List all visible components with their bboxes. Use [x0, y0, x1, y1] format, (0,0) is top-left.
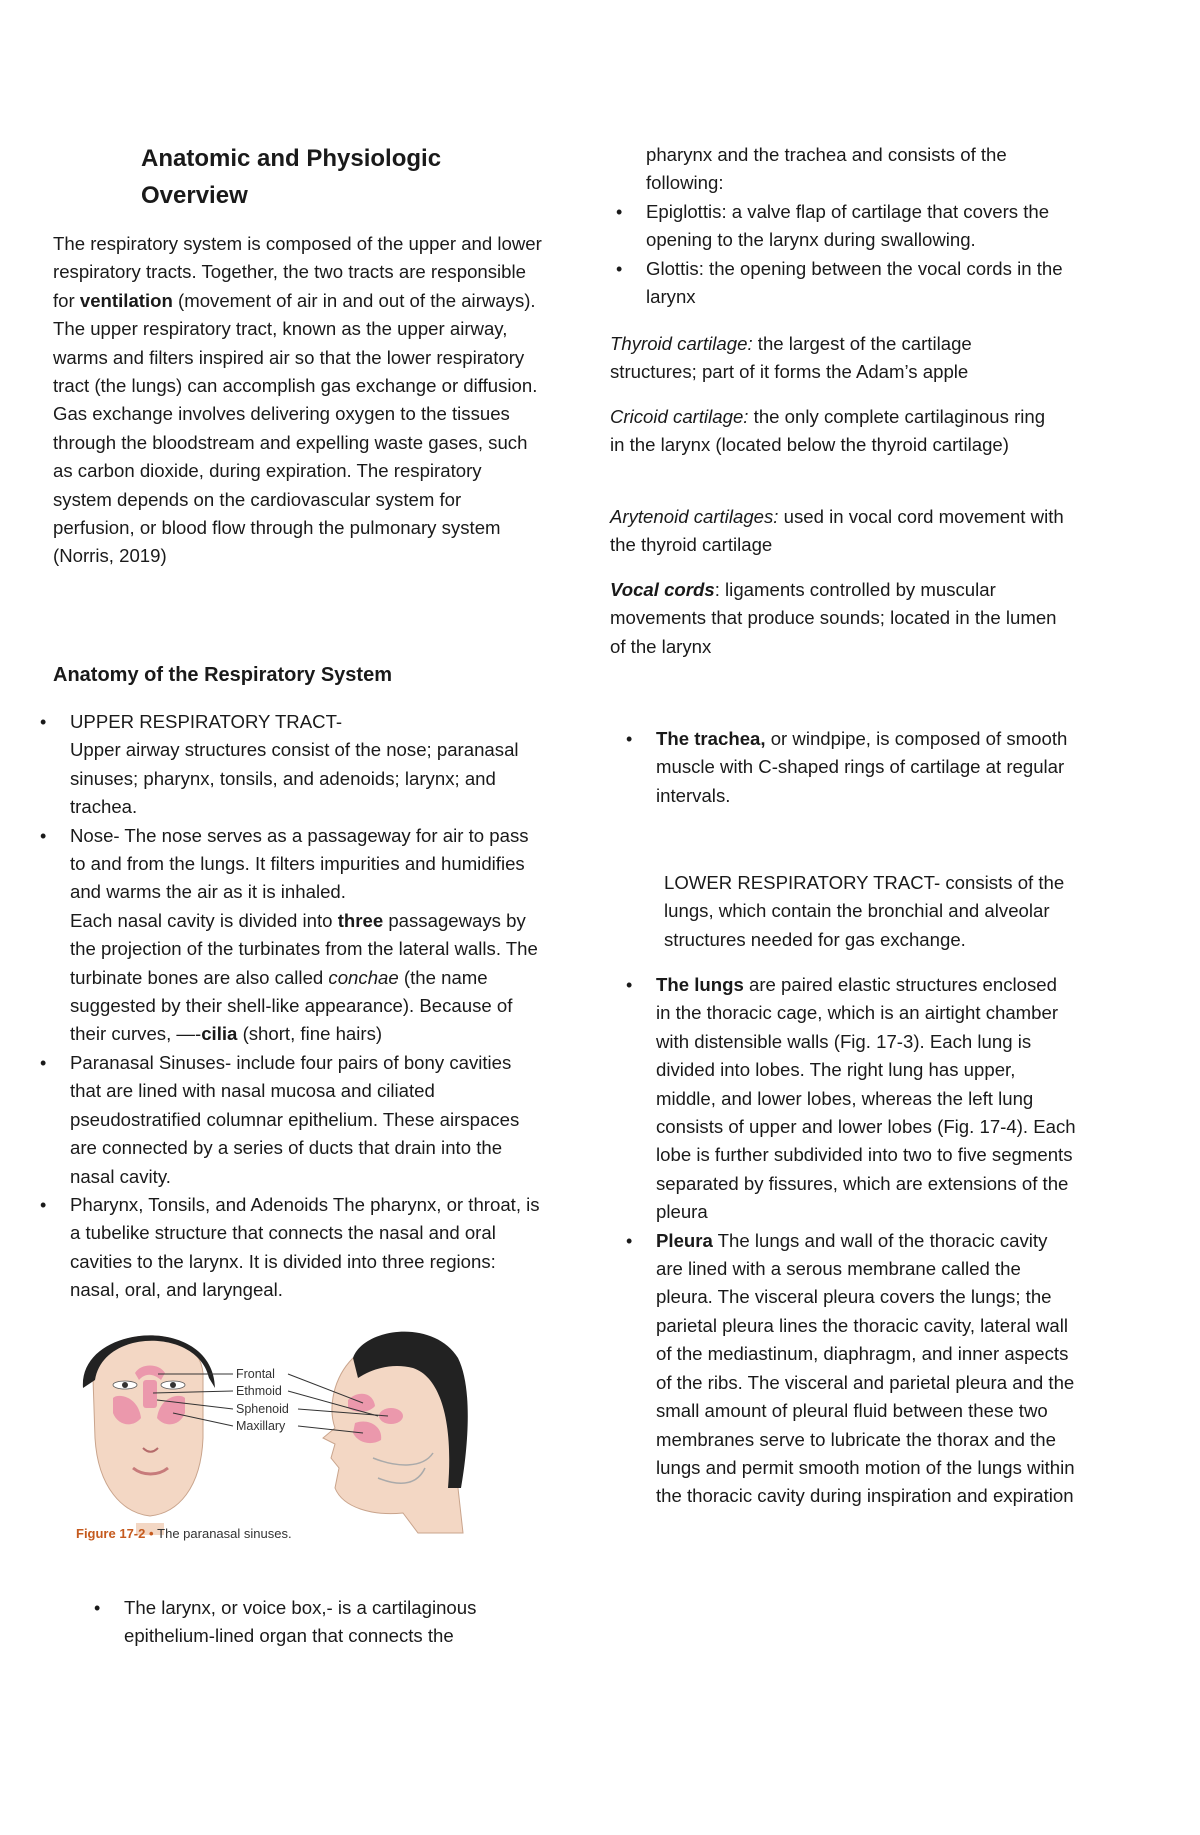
- label-ethmoid: Ethmoid: [236, 1384, 282, 1398]
- cricoid-text: the only complete cartilaginous ring in the larynx (located below the thyroid cartilage): [610, 406, 1046, 456]
- label-frontal: Frontal: [236, 1367, 275, 1381]
- thyroid-paragraph: [610, 330, 1060, 387]
- list-item-nose: [70, 822, 545, 1049]
- label-maxillary: Maxillary: [236, 1419, 286, 1433]
- list-item-larynx: • The larynx, or voice box,- is a cartilaginous epithelium-lined organ that connects the: [124, 1594, 524, 1651]
- upper-tract-title: • UPPER RESPIRATORY TRACT-: [70, 711, 343, 732]
- label-sphenoid: Sphenoid: [236, 1402, 289, 1416]
- upper-tract-list: [70, 708, 545, 1305]
- upper-tract-text: Upper airway structures consist of the nose; paranasal sinuses; pharynx, tonsils, and adenoids; larynx; and trachea.: [70, 739, 519, 818]
- arytenoid-text: used in vocal cord movement with the thyroid cartilage: [610, 506, 1064, 556]
- list-item-trachea: [656, 725, 1086, 810]
- nose-text-b: [70, 907, 545, 1049]
- nose-text-a: • Nose- The nose serves as a passageway for air to pass to and from the lungs. It filters impurities and humidifies and warms the air as it is inhaled.: [70, 824, 529, 903]
- ventilation-term: ventilation: [79, 289, 173, 311]
- lower-tract-list: [656, 971, 1076, 1511]
- nose-cilia: cilia: [201, 1023, 238, 1045]
- arytenoid-term: Arytenoid cartilages:: [610, 506, 779, 527]
- section-title: [141, 140, 561, 214]
- list-item-epiglottis: • Epiglottis: a valve flap of cartilage that covers the opening to the larynx during swallowing.: [646, 198, 1096, 255]
- figure-number: Figure 17-2 •: [76, 1526, 154, 1541]
- pleura-term: Pleura: [656, 1229, 713, 1251]
- vocal-cords-paragraph: [610, 576, 1060, 661]
- trachea-term: The trachea,: [656, 728, 766, 749]
- title-line-1: Anatomic and Physiologic: [141, 145, 442, 172]
- list-item-glottis: • Glottis: the opening between the vocal cords in the larynx: [646, 255, 1096, 312]
- paranasal-sinuses-figure: [73, 1318, 473, 1538]
- trachea-text: or windpipe, is composed of smooth muscle with C-shaped rings of cartilage at regular intervals.: [656, 728, 1068, 806]
- list-item-lungs: [656, 971, 1076, 1227]
- larynx-list: [124, 1594, 524, 1651]
- vocal-cords-term: Vocal cords: [610, 579, 715, 600]
- sinuses-illustration: [73, 1318, 473, 1538]
- vocal-cords-text: : ligaments controlled by muscular movements that produce sounds; located in the lumen of the larynx: [610, 579, 1057, 657]
- larynx-parts-list: [646, 198, 1096, 312]
- thyroid-text: the largest of the cartilage structures; part of it forms the Adam’s apple: [610, 333, 972, 383]
- nose-b1: Each nasal cavity is divided into: [70, 909, 338, 931]
- figure-caption-text: The paranasal sinuses.: [157, 1526, 292, 1541]
- figure-caption: [76, 1526, 292, 1541]
- list-item-upper-tract: [70, 708, 545, 822]
- pleura-text: The lungs and wall of the thoracic cavity are lined with a serous membrane called the pleura. The visceral pleura covers the lungs; the parietal pleura lines the thoracic cavity, lateral wall of the mediastinum, diaphragm, and inner aspects of the ribs. The visceral and parietal pleura and the small amount of pleural fluid between these two membranes serve to lubricate the thorax and the lungs and permit smooth motion of the lungs within the thoracic cavity during inspiration and expiration: [656, 1229, 1075, 1507]
- lungs-term: The lungs: [656, 974, 744, 995]
- list-item-sinuses: • Paranasal Sinuses- include four pairs of bony cavities that are lined with nasal mucosa and ciliated pseudostratified columnar epithelium. These airspaces are connected by a series of ducts that drain into the nasal cavity.: [70, 1049, 545, 1191]
- title-line-2: Overview: [141, 182, 248, 209]
- nose-b3: (the name suggested by their shell-like appearance). Because of their curves, —-: [70, 966, 513, 1045]
- nose-b4: (short, fine hairs): [237, 1023, 383, 1045]
- larynx-continued: pharynx and the trachea and consists of the following:: [646, 144, 1007, 194]
- overview-text-1: The respiratory system is composed of the upper and lower respiratory tracts. Together, the two tracts are responsible for: [53, 233, 542, 311]
- trachea-list: [656, 725, 1086, 810]
- nose-b2: passageways by the projection of the turbinates from the lateral walls. The turbinate bones are also called: [70, 909, 538, 988]
- nose-conchae: conchae: [328, 966, 399, 988]
- overview-text-2: (movement of air in and out of the airways). The upper respiratory tract, known as the upper airway, warms and filters inspired air so that the lower respiratory tract (the lungs) can accomplish gas exchange or diffusion. Gas exchange involves delivering oxygen to the tissues through the bloodstream and expelling waste gases, such as carbon dioxide, during expiration. The respiratory system depends on the cardiovascular system for perfusion, or blood flow through the pulmonary system (Norris, 2019): [53, 289, 538, 567]
- profile-face-drawing: [323, 1332, 468, 1533]
- list-item-pharynx: • Pharynx, Tonsils, and Adenoids The pharynx, or throat, is a tubelike structure that connects the nasal and oral cavities to the larynx. It is divided into three regions: nasal, oral, and laryngeal.: [70, 1191, 545, 1305]
- lungs-text: are paired elastic structures enclosed in the thoracic cage, which is an airtight chamber with distensible walls (Fig. 17-3). Each lung is divided into lobes. The right lung has upper, middle, and lower lobes, whereas the left lung consists of upper and lower lobes (Fig. 17-4). Each lobe is further subdivided into two to five segments separated by fissures, which are extensions of the pleura: [656, 974, 1076, 1223]
- thyroid-term: Thyroid cartilage:: [610, 333, 753, 354]
- anatomy-heading: Anatomy of the Respiratory System: [53, 664, 392, 686]
- list-item-pleura: [656, 1227, 1076, 1511]
- overview-paragraph: [53, 230, 543, 571]
- arytenoid-paragraph: [610, 503, 1080, 560]
- nose-three: three: [337, 909, 384, 931]
- lower-tract-paragraph: LOWER RESPIRATORY TRACT- consists of the lungs, which contain the bronchial and alveolar structures needed for gas exchange.: [664, 872, 1065, 950]
- cricoid-paragraph: [610, 403, 1060, 460]
- front-face-drawing: [83, 1335, 215, 1535]
- cricoid-term: Cricoid cartilage:: [610, 406, 749, 427]
